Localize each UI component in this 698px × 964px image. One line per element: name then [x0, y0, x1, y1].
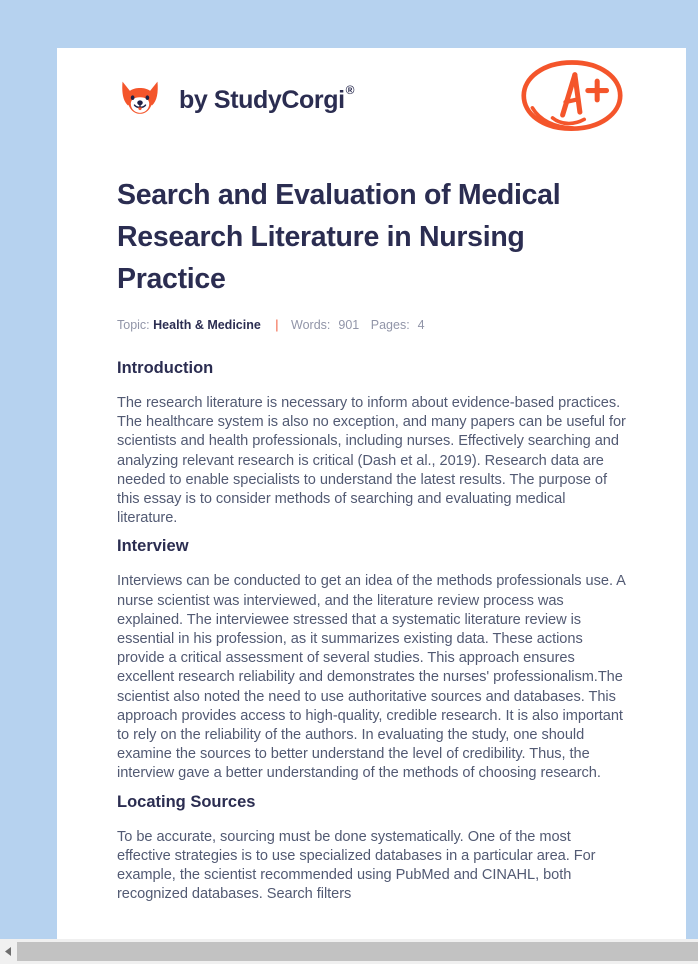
document-meta: [117, 316, 626, 334]
section-paragraph-introduction: The research literature is necessary to inform about evidence-based practices. The healthcare system is also no exception, and many papers can be useful for scientists and health professionals, including nurses. Effectively searching and analyzing relevant research is critical (Dash et al., 2019). Research data are needed to enable specialists to understand the latest results. The purpose of this essay is to consider methods of searching and evaluating medical literature.: [117, 395, 626, 527]
document-page-sheet: [57, 48, 686, 939]
registered-trademark-icon: ®: [345, 83, 355, 98]
brand-wordmark: [179, 83, 355, 114]
words-value: 901: [338, 318, 360, 332]
brand-header: [117, 48, 626, 152]
horizontal-scrollbar[interactable]: [0, 939, 698, 964]
scroll-left-arrow-icon[interactable]: [0, 939, 17, 964]
page-title: Search and Evaluation of Medical Research Literature in Nursing Practice: [117, 179, 561, 295]
topic-value[interactable]: Health & Medicine: [153, 318, 261, 332]
brand-name: StudyCorgi: [213, 85, 345, 114]
brand-logo-group[interactable]: [117, 77, 353, 123]
document-content-wrapper: [57, 48, 686, 904]
section-heading-introduction: Introduction: [117, 359, 214, 377]
section-introduction: [117, 356, 626, 528]
meta-separator: |: [275, 318, 279, 332]
section-interview: [117, 534, 626, 783]
words-label: Words:: [291, 318, 331, 332]
corgi-logo-icon: [117, 77, 163, 123]
pages-value: 4: [417, 318, 425, 332]
scrollbar-thumb[interactable]: [17, 942, 698, 961]
topic-label: Topic:: [117, 318, 150, 332]
section-paragraph-locating-sources: To be accurate, sourcing must be done systematically. One of the most effective strategies is to use specialized databases in a particular area. For example, the scientist recommended using PubMed and CINAHL, both recognized databases. Search filters: [117, 828, 596, 903]
document-body: [117, 356, 626, 904]
brand-prefix: by: [179, 85, 214, 114]
a-plus-grade-icon: [518, 56, 626, 138]
scrollbar-track[interactable]: [17, 939, 698, 964]
section-locating-sources: [117, 790, 626, 905]
section-heading-locating-sources: Locating Sources: [117, 792, 256, 811]
section-paragraph-interview: Interviews can be conducted to get an idea of the methods professionals use. A nurse scientist was interviewed, and the literature review process was explained. The interviewee stressed that a systematic literature review is essential in his profession, as it summarizes existing data. These actions provide a critical assessment of several studies. This approach ensures excellent research reliability and demonstrates the nurses' professionalism.The scientist also noted the need to use authoritative sources and databases. This approach provides access to high-quality, credible research. It is also important to rely on the reliability of the authors. In evaluating the study, one should examine the sources to better understand the level of credibility. Thus, the interview gave a better understanding of the methods of choosing research.: [117, 573, 626, 782]
section-heading-interview: Interview: [117, 537, 189, 556]
pages-label: Pages:: [370, 318, 410, 332]
